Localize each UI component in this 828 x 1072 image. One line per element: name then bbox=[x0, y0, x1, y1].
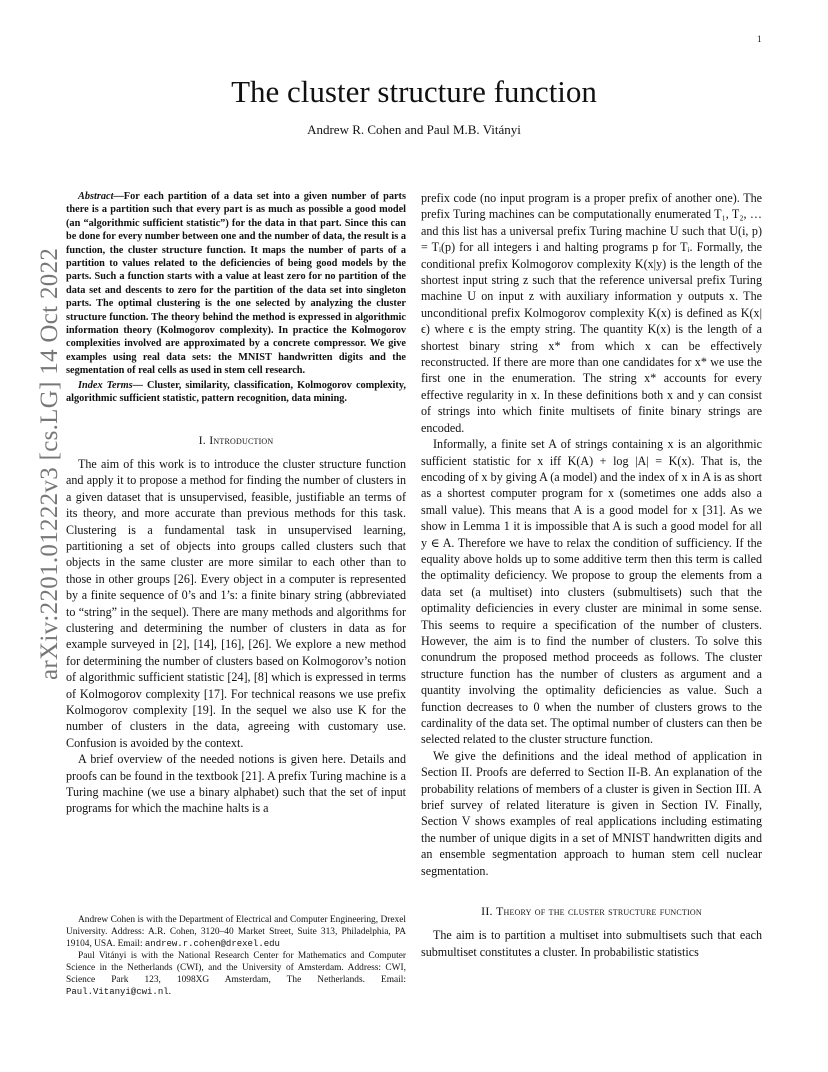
section-number: I. bbox=[198, 432, 207, 447]
footnote-cohen: Andrew Cohen is with the Department of Electrical and Computer Engineering, Drexel University. Address: A.R. Cohen, 3120–40 Market Street, Suite 313, Philadelphia, PA 19104, USA. Email: andrew.r.cohen@drexel.edu bbox=[66, 915, 406, 949]
email-link-cohen[interactable]: andrew.r.cohen@drexel.edu bbox=[144, 939, 280, 949]
footnotes bbox=[66, 914, 406, 998]
abstract-text: —For each partition of a data set into a given number of parts there is a partition such that every part is as much as possible a good model (an “algorithmic sufficient statistic”) for the data in that part. Since this can be done for every number between one and the number of data, the result is a function, the cluster structure function. It maps the number of parts of a partition to values related to the deficiencies of being good models by the parts. Such a function starts with a value at least zero for no partition of the data set and descents to zero for the partition of the data set into singleton parts. The optimal clustering is the one selected by analyzing the cluster structure function. The theory behind the method is expressed in algorithmic information theory (Kolmogorov complexity). In practice the Kolmogorov complexities involved are approximated by a concrete compressor. We give examples using real data sets: the MNIST handwritten digits and the segmentation of real cells as used in stem cell research. bbox=[66, 191, 406, 377]
paper-title: The cluster structure function bbox=[231, 74, 597, 109]
intro-paragraph-2: A brief overview of the needed notions is given here. Details and proofs can be found in the textbook [21]. A prefix Turing machine is a Turing machine (we use a binary alphabet) such that the set of input programs for which the machine halts is a bbox=[66, 752, 406, 816]
body-paragraph-sufficient-statistic: Informally, a finite set A of strings containing x is an algorithmic sufficient statistic for x iff K(A) + log |A| = K(x). That is, the encoding of x by giving A (a model) and the index of x in A is as short as a shortest computer program for x (sometimes one adds also a small value). This means that A is a good model for x [31]. As we show in Lemma 1 it is impossible that A is such a good model for all y ∈ A. Therefore we have to relax the condition of sufficiency. If the equality above holds up to some additive term then this term is called the optimality deficiency. We propose to group the elements from a data set (a multiset) into clusters (submultisets) such that the optimality deficiencies in every cluster are minimal in some sense. This seems to require a specification of the number of clusters. However, the aim is to find the number of clusters. To solve this conundrum the proposed method proceeds as follows. The cluster structure function has the number of clusters as argument and a quantity involving the optimality deficiencies as value. Such a function decreases to 0 when the number of clusters grows to the cardinality of the data set. The optimal number of clusters can then be selected related to the cluster structure function. bbox=[421, 437, 763, 747]
index-terms-label: Index Terms bbox=[78, 379, 133, 391]
body-paragraph-prefix-code: prefix code (no input program is a proper prefix of another one). The prefix Turing machines can be computationally enumerated T₁, T₂, … and this list has a universal prefix Turing machine U such that U(i, p) = Tᵢ(p) for all integers i and halting programs p for Tᵢ. Formally, the conditional prefix Kolmogorov complexity K(x|y) is the length of the shortest input string z such that the reference universal prefix Turing machine U on input z with auxiliary information y outputs x. The unconditional prefix Kolmogorov complexity K(x) is defined as K(x|ϵ) where ϵ is the empty string. The quantity K(x) is the length of a shortest binary string x* from which x can be effectively reconstructed. If there are more than one candidates for x* we use the first one in the enumeration. The string x* accounts for every effective regularity in x. In these definitions both x and y can consist of strings into which finite multisets of finite binary strings are encoded. bbox=[421, 191, 762, 435]
body-paragraph-outline: We give the definitions and the ideal method of application in Section II. Proofs are deferred to Section II-B. An explanation of the probability relations of members of a cluster is given in Section III. A brief survey of related literature is given in Section IV. Finally, Section V shows examples of real applications including estimating the number of unique digits in a set of MNIST handwritten digits and an ensemble segmentation approach to human stem cell nuclear segmentation. bbox=[421, 748, 762, 878]
index-terms-text: — Cluster, similarity, classification, Kolmogorov complexity, algorithmic sufficient statistic, pattern recognition, data mining. bbox=[66, 379, 406, 405]
right-column bbox=[421, 190, 762, 960]
section-title: Introduction bbox=[209, 432, 274, 447]
intro-paragraph-1: The aim of this work is to introduce the cluster structure function and apply it to propose a method for finding the number of clusters in a given dataset that is unsupervised, feasible, justifiable an terms of its theory, and more accurate than previous methods for this task. Clustering is a fundamental task in unsupervised learning, partitioning a set of objects into groups called clusters such that objects in the same cluster are more similar to each other than to those in other groups [26]. Every object in a computer is represented by a finite sequence of 0’s and 1’s: a finite binary string (abbreviated to “string” in the sequel). There are many methods and algorithms for clustering and determining the number of clusters in data as for example surveyed in [2], [14], [16], [26]. We explore a new method for determining the number of clusters based on Kolmogorov’s notion of algorithmic sufficient statistic [24], [8] which is expressed in terms of Kolmogorov complexity [17]. For technical reasons we use prefix Kolmogorov complexity [19]. In the sequel we also use K for the number of clusters in the data, agreeing with customary use. Confusion is avoided by the context. bbox=[66, 456, 406, 750]
left-column bbox=[66, 190, 406, 817]
body-paragraph-theory: The aim is to partition a multiset into submultisets such that each submultiset constitutes a cluster. In probabilistic statistics bbox=[421, 928, 762, 959]
footnote-vitanyi: Paul Vitányi is with the National Research Center for Mathematics and Computer Science in the Netherlands (CWI), and the University of Amsterdam. Address: CWI, Science Park 123, 1098XG Amsterdam, The Netherlands. Email: Paul.Vitanyi@cwi.nl. bbox=[66, 951, 406, 997]
paper-authors: Andrew R. Cohen and Paul M.B. Vitányi bbox=[307, 122, 521, 137]
abstract-label: Abstract bbox=[78, 191, 114, 202]
page-number: 1 bbox=[757, 34, 762, 44]
index-terms bbox=[66, 379, 406, 406]
abstract bbox=[66, 190, 406, 378]
email-link-vitanyi[interactable]: Paul.Vitanyi@cwi.nl bbox=[66, 987, 169, 997]
section-title: Theory of the cluster structure function bbox=[495, 904, 702, 919]
arxiv-stamp: arXiv:2201.01222v3 [cs.LG] 14 Oct 2022 bbox=[36, 247, 63, 680]
section-heading-introduction bbox=[66, 432, 406, 448]
section-heading-theory bbox=[421, 903, 762, 919]
section-number: II. bbox=[481, 904, 493, 919]
